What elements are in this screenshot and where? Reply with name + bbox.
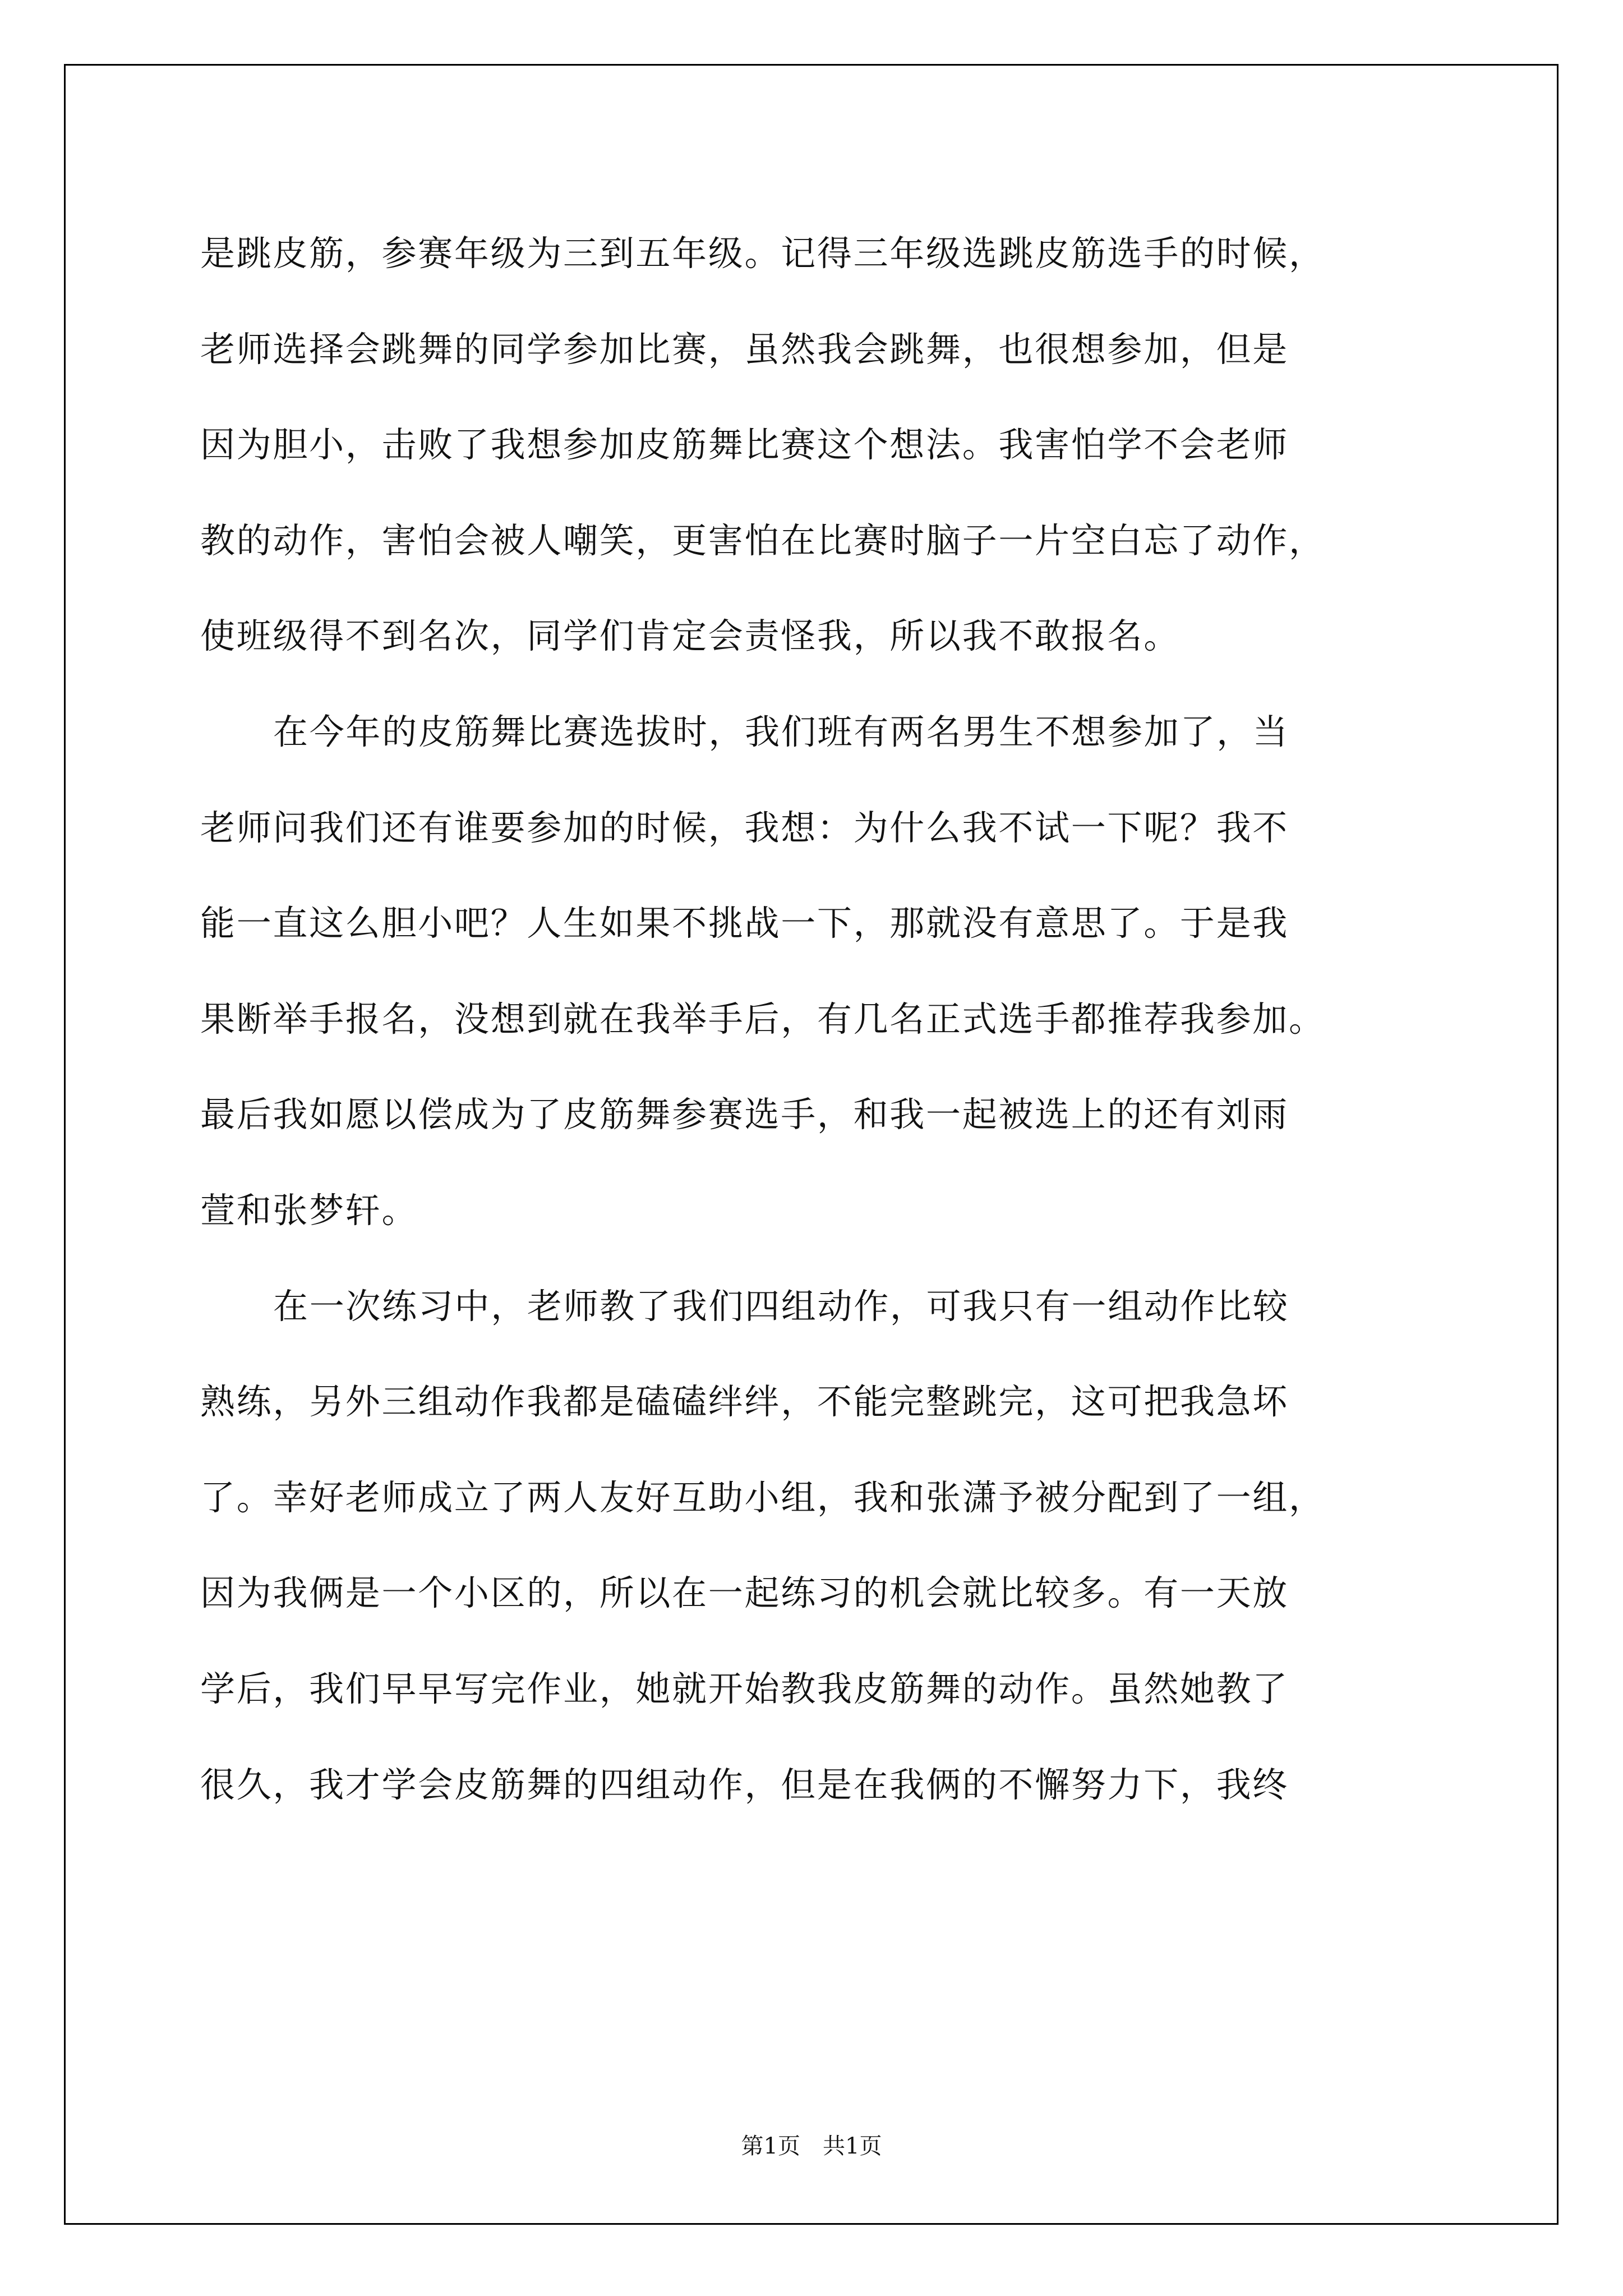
text-line: 学后，我们早早写完作业，她就开始教我皮筋舞的动作。虽然她教了 xyxy=(200,1668,1289,1709)
text-line: 老师选择会跳舞的同学参加比赛，虽然我会跳舞，也很想参加，但是 xyxy=(200,328,1289,370)
text-line: 是跳皮筋，参赛年级为三到五年级。记得三年级选跳皮筋选手的时候， xyxy=(200,233,1325,274)
text-line: 熟练，另外三组动作我都是磕磕绊绊，不能完整跳完，这可把我急坏 xyxy=(200,1381,1289,1423)
text-line: 教的动作，害怕会被人嘲笑，更害怕在比赛时脑子一片空白忘了动作， xyxy=(200,519,1325,561)
text-line: 很久，我才学会皮筋舞的四组动作，但是在我俩的不懈努力下，我终 xyxy=(200,1764,1289,1805)
text-line: 能一直这么胆小吧？人生如果不挑战一下，那就没有意思了。于是我 xyxy=(200,903,1289,944)
text-line: 因为胆小，击败了我想参加皮筋舞比赛这个想法。我害怕学不会老师 xyxy=(200,424,1289,466)
text-line: 了。幸好老师成立了两人友好互助小组，我和张潇予被分配到了一组， xyxy=(200,1476,1325,1518)
paragraph-start-line: 在一次练习中，老师教了我们四组动作，可我只有一组动作比较 xyxy=(273,1285,1289,1327)
document-body xyxy=(200,206,1423,1833)
text-line: 老师问我们还有谁要参加的时候，我想：为什么我不试一下呢？我不 xyxy=(200,807,1289,848)
text-line: 萱和张梦轩。 xyxy=(200,1189,418,1231)
text-line: 果断举手报名，没想到就在我举手后，有几名正式选手都推荐我参加。 xyxy=(200,998,1325,1039)
paragraph-start-line: 在今年的皮筋舞比赛选拔时，我们班有两名男生不想参加了，当 xyxy=(273,711,1289,752)
text-line: 最后我如愿以偿成为了皮筋舞参赛选手，和我一起被选上的还有刘雨 xyxy=(200,1094,1289,1135)
text-line: 使班级得不到名次，同学们肯定会责怪我，所以我不敢报名。 xyxy=(200,615,1180,657)
text-line: 因为我俩是一个小区的，所以在一起练习的机会就比较多。有一天放 xyxy=(200,1572,1289,1614)
page-number-footer: 第1页 共1页 xyxy=(741,2133,882,2159)
